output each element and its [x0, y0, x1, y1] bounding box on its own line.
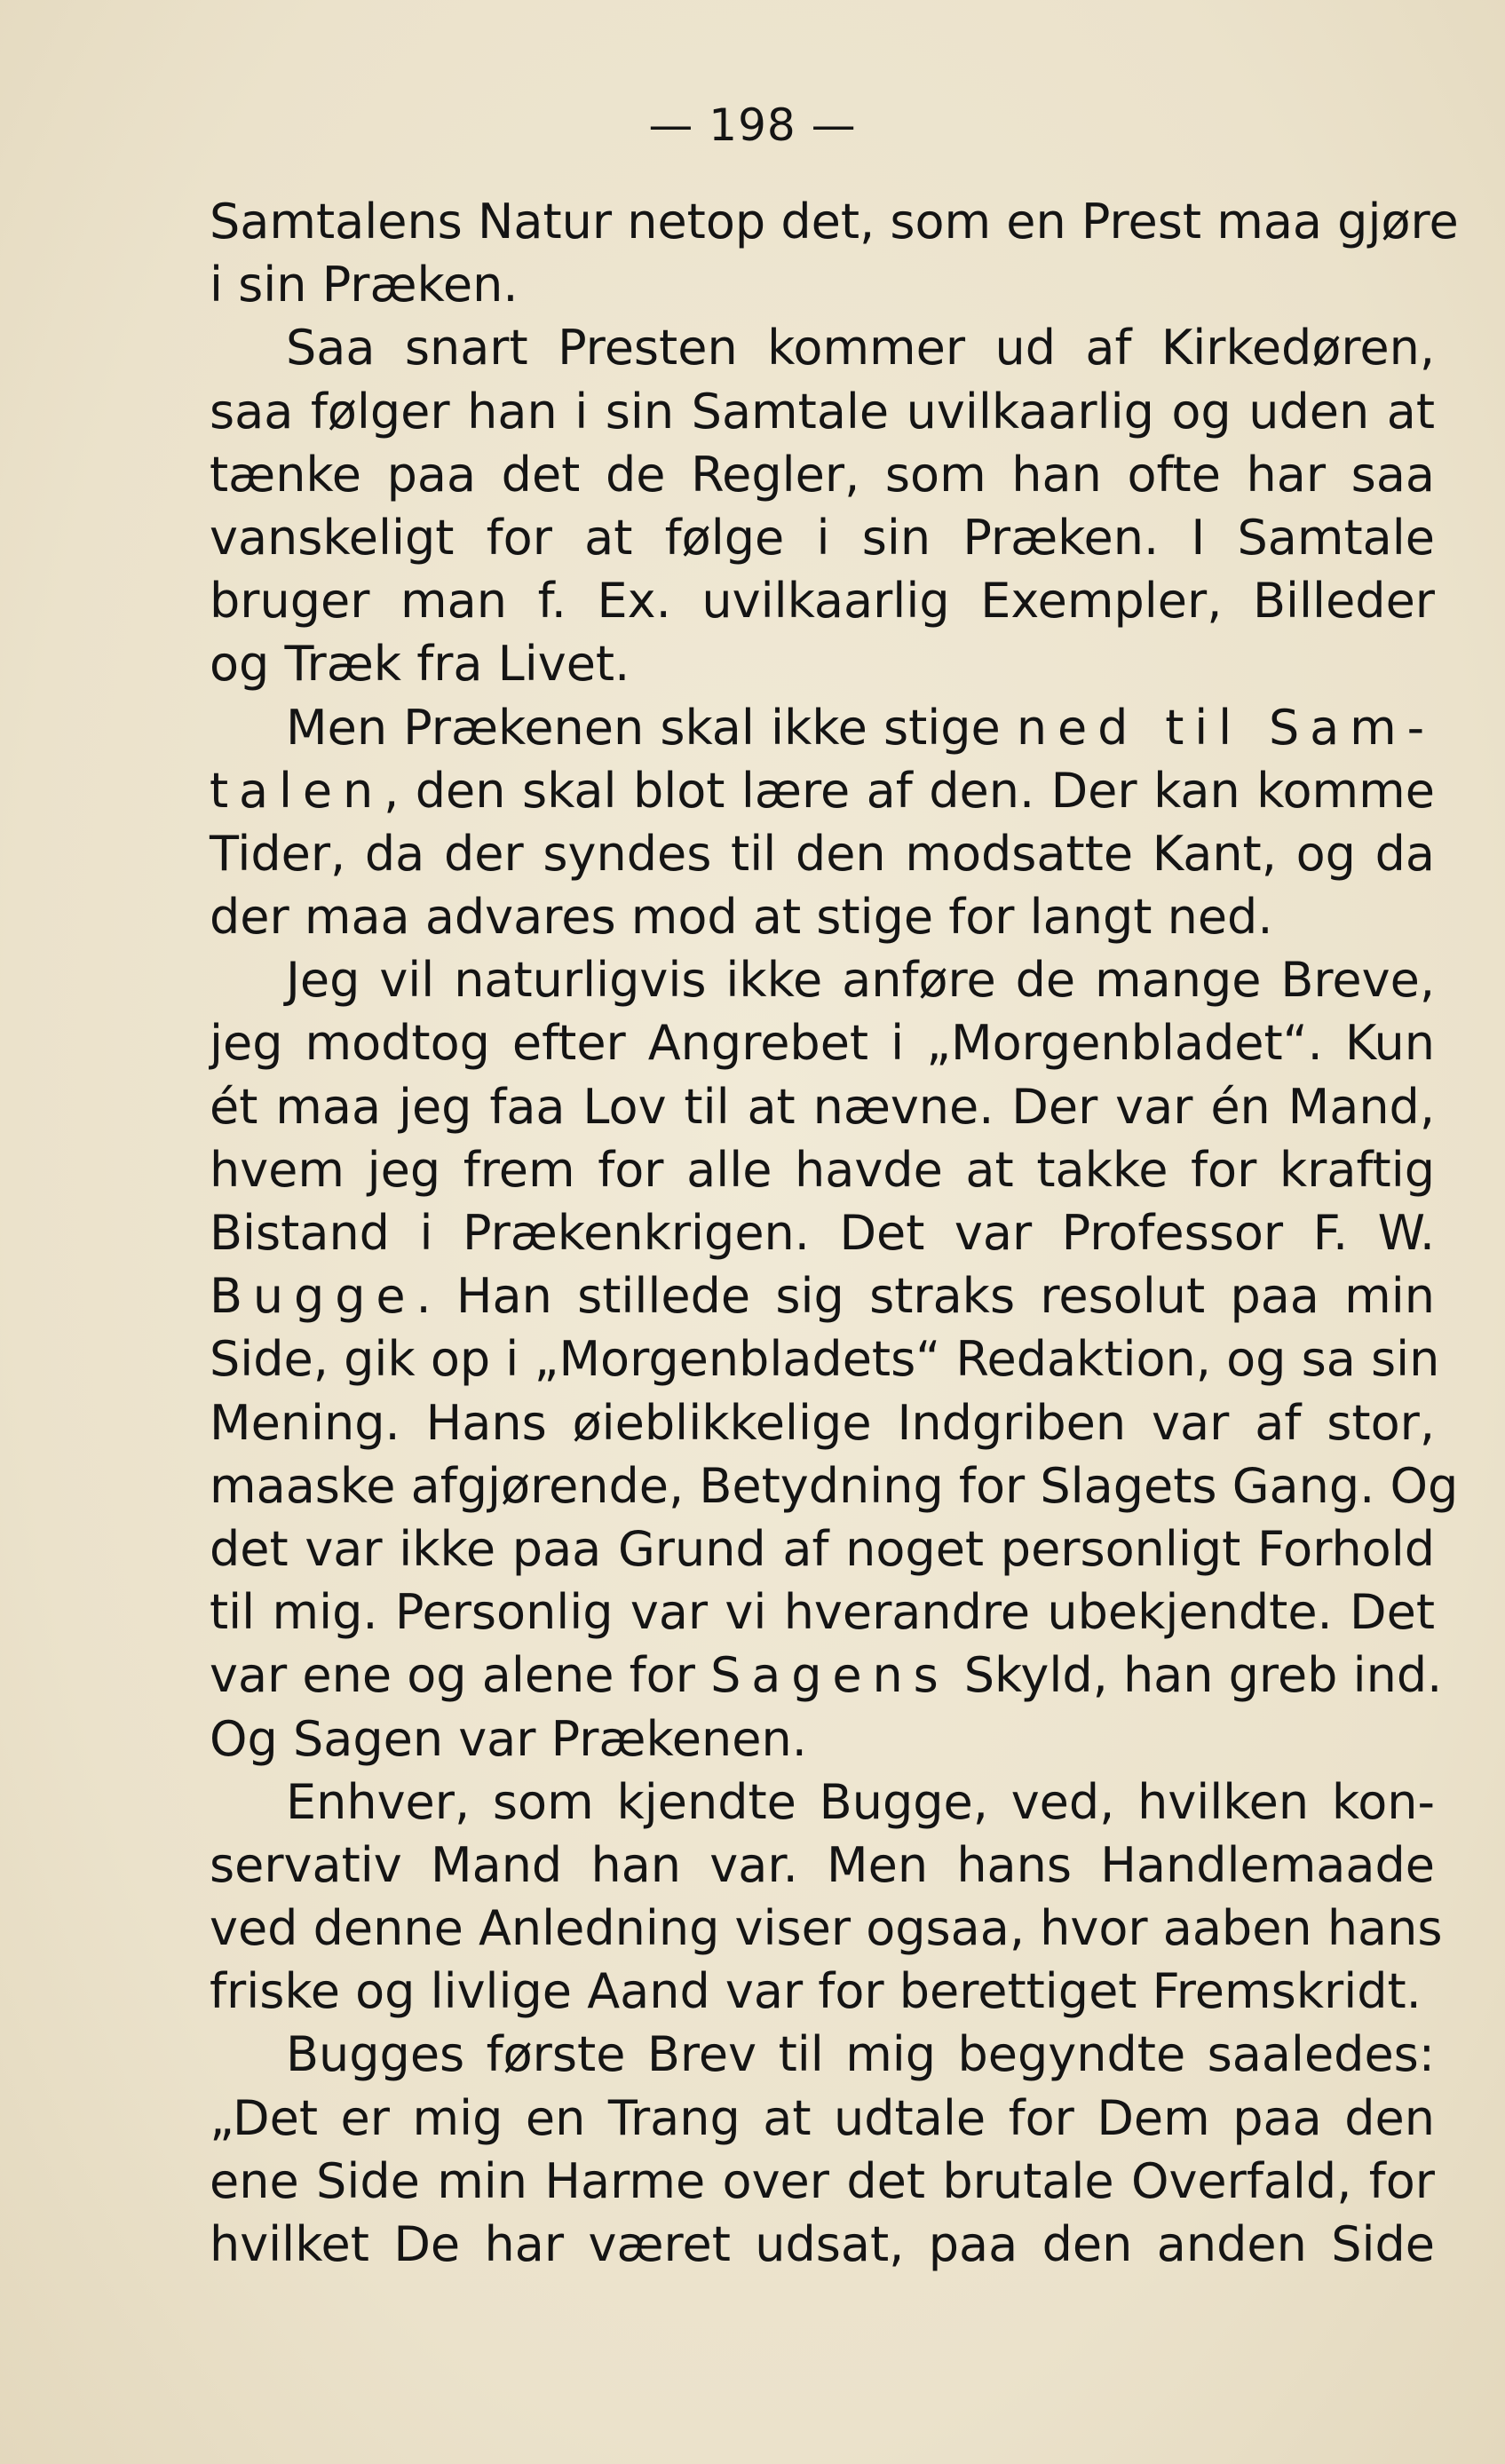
- text-run: var ene og alene for: [210, 1647, 711, 1704]
- text-line: i sin Præken.: [210, 257, 519, 313]
- text-line: det var ikke paa Grund af noget personligt Forhold: [210, 1520, 1435, 1577]
- text-line: ene Side min Harme over det brutale Overfald, for: [210, 2152, 1435, 2209]
- text-line: Og Sagen var Prækenen.: [210, 1710, 807, 1767]
- spaced-emphasis: Sagens: [710, 1647, 949, 1704]
- text-line: Saa snart Presten kommer ud af Kirkedøren,: [286, 320, 1435, 376]
- text-line: servativ Mand han var. Men hans Handlemaade: [210, 1836, 1435, 1893]
- spaced-emphasis: Bugge: [210, 1268, 416, 1325]
- text-line: [210, 759, 1435, 822]
- text-line: ved denne Anledning viser ogsaa, hvor aaben hans: [210, 1900, 1443, 1957]
- text-line: Bugges første Brev til mig begyndte saaledes:: [286, 2026, 1435, 2083]
- page-number: — 198 —: [648, 99, 857, 151]
- text-line: Side, gik op i „Morgenbladets“ Redaktion, og sa sin: [210, 1331, 1440, 1388]
- text-line: Enhver, som kjendte Bugge, ved, hvilken kon-: [286, 1773, 1435, 1830]
- text-line: Samtalens Natur netop det, som en Prest maa gjøre: [210, 194, 1459, 250]
- text-run: Skyld, han greb ind.: [948, 1647, 1443, 1704]
- text-line: Tider, da der syndes til den modsatte Kant, og da: [210, 825, 1435, 882]
- text-line: Mening. Hans øieblikkelige Indgriben var af stor,: [210, 1394, 1435, 1451]
- text-line: der maa advares mod at stige for langt ned.: [210, 889, 1273, 946]
- text-line: [210, 696, 1435, 759]
- text-line: [210, 1264, 1435, 1327]
- body-text: [210, 190, 1459, 2276]
- text-line: hvem jeg frem for alle havde at takke for kraftig: [210, 1141, 1435, 1198]
- spaced-emphasis: talen: [210, 762, 384, 819]
- text-line: vanskeligt for at følge i sin Præken. I Samtale: [210, 509, 1435, 566]
- text-run: Men Prækenen skal ikke stige: [286, 699, 1017, 756]
- text-line: og Træk fra Livet.: [210, 636, 630, 693]
- text-line: hvilket De har været udsat, paa den anden Side: [210, 2216, 1435, 2272]
- text-line: bruger man f. Ex. uvilkaarlig Exempler, Billeder: [210, 573, 1435, 630]
- text-line: [210, 1644, 1443, 1707]
- text-line: Jeg vil naturligvis ikke anføre de mange Breve,: [286, 952, 1435, 1009]
- spaced-emphasis: ned til Sam-: [1016, 699, 1435, 756]
- text-line: maaske afgjørende, Betydning for Slagets Gang. Og: [210, 1457, 1459, 1514]
- text-run: , den skal blot lære af den. Der kan komme: [384, 762, 1435, 819]
- text-line: ét maa jeg faa Lov til at nævne. Der var én Mand,: [210, 1078, 1435, 1135]
- text-line: saa følger han i sin Samtale uvilkaarlig og uden at: [210, 383, 1435, 440]
- text-line: friske og livlige Aand var for berettiget Fremskridt.: [210, 1963, 1422, 2020]
- text-run: . Han stillede sig straks resolut paa min: [416, 1268, 1435, 1325]
- text-line: til mig. Personlig var vi hverandre ubekjendte. Det: [210, 1584, 1435, 1641]
- text-line: jeg modtog efter Angrebet i „Morgenbladet“. Kun: [210, 1015, 1435, 1072]
- text-line: „Det er mig en Trang at udtale for Dem paa den: [210, 2089, 1435, 2146]
- text-line: Bistand i Prækenkrigen. Det var Professor F. W.: [210, 1205, 1435, 1261]
- text-line: tænke paa det de Regler, som han ofte har saa: [210, 446, 1435, 503]
